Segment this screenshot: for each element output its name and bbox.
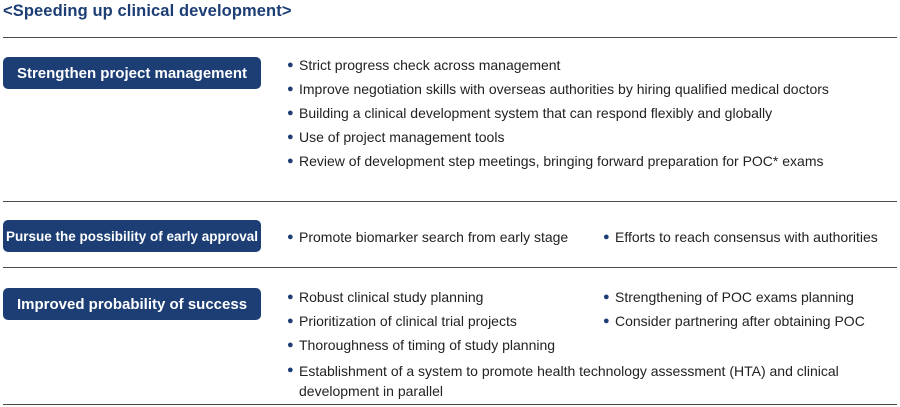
list-item: ● Establishment of a system to promote health technology assessment (HTA) and clinical development in parallel — [287, 361, 854, 401]
list-item: ● Review of development step meetings, bringing forward preparation for POC* exams — [287, 149, 823, 173]
bullet-icon: ● — [287, 59, 294, 71]
list-item: ● Promote biomarker search from early stage — [287, 225, 568, 249]
bullet-icon: ● — [287, 131, 294, 143]
bullet-icon: ● — [603, 231, 610, 243]
bullet-icon: ● — [287, 364, 294, 376]
list-item: ● Consider partnering after obtaining POC — [603, 309, 865, 333]
section-divider — [3, 404, 897, 405]
list-item: ● Improve negotiation skills with overseas authorities by hiring qualified medical doctors — [287, 77, 829, 101]
bullet-icon: ● — [287, 155, 294, 167]
section-label-project-management: Strengthen project management — [3, 57, 261, 89]
bullet-icon: ● — [287, 231, 294, 243]
section-divider — [3, 201, 897, 202]
list-item: ● Strengthening of POC exams planning — [603, 285, 854, 309]
list-item: ● Thoroughness of timing of study planning — [287, 333, 555, 357]
list-item: ● Use of project management tools — [287, 125, 504, 149]
bullet-icon: ● — [287, 83, 294, 95]
page-title: <Speeding up clinical development> — [3, 2, 292, 20]
list-item: ● Strict progress check across management — [287, 53, 560, 77]
bullet-icon: ● — [287, 315, 294, 327]
section-label-probability-of-success: Improved probability of success — [3, 288, 261, 320]
list-item: ● Robust clinical study planning — [287, 285, 483, 309]
bullet-icon: ● — [287, 107, 294, 119]
section-divider — [3, 37, 897, 38]
list-item: ● Building a clinical development system that can respond flexibly and globally — [287, 101, 772, 125]
bullet-icon: ● — [603, 291, 610, 303]
list-item: ● Prioritization of clinical trial projects — [287, 309, 517, 333]
section-divider — [3, 267, 897, 268]
bullet-icon: ● — [287, 291, 294, 303]
section-label-early-approval: Pursue the possibility of early approval — [3, 220, 261, 252]
bullet-icon: ● — [603, 315, 610, 327]
bullet-icon: ● — [287, 339, 294, 351]
list-item: ● Efforts to reach consensus with authorities — [603, 225, 878, 249]
